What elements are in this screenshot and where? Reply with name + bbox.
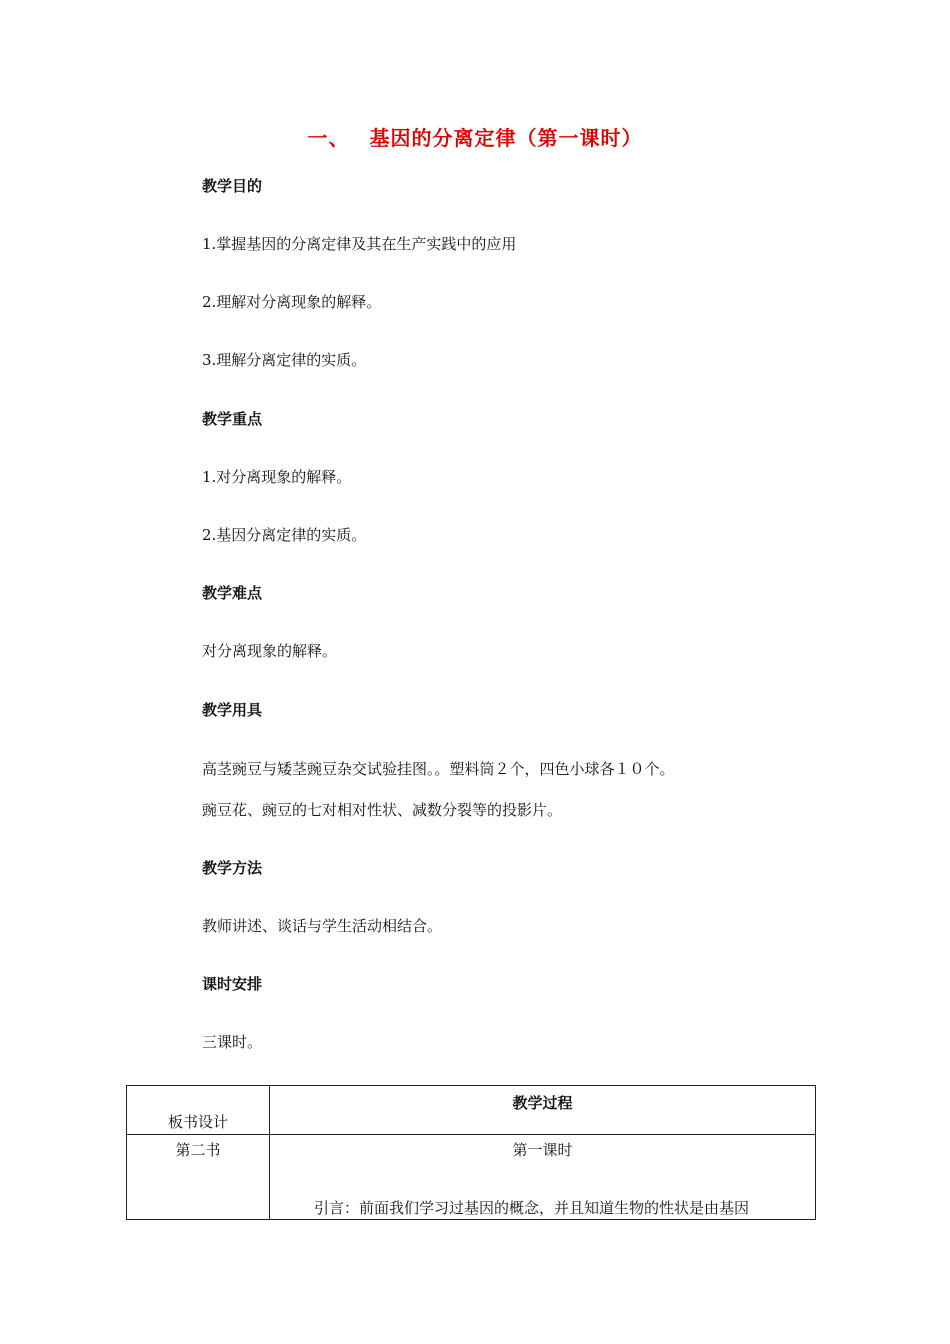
lesson-title: 第一课时 [512, 1141, 573, 1159]
objective-item: 2.理解对分离现象的解释。 [202, 293, 382, 311]
objective-item: 3.理解分离定律的实质。 [202, 351, 367, 369]
header-board-label: 板书设计 [167, 1113, 228, 1131]
methods-heading: 教学方法 [202, 859, 263, 877]
header-cell-process [270, 1086, 816, 1135]
title-text: 基因的分离定律（第一课时） [369, 126, 643, 150]
process-cell [270, 1135, 816, 1220]
key-point-item: 1.对分离现象的解释。 [202, 468, 352, 486]
method-item: 教师讲述、谈话与学生活动相结合。 [202, 917, 443, 935]
tools-heading: 教学用具 [202, 701, 263, 719]
lesson-intro: 引言：前面我们学习过基因的概念，并且知道生物的性状是由基因 [314, 1199, 750, 1217]
table-row [127, 1135, 816, 1220]
schedule-item: 三课时。 [202, 1033, 263, 1051]
title-number: 一、 [307, 126, 350, 150]
header-cell-board [127, 1086, 270, 1135]
key-points-heading: 教学重点 [202, 410, 263, 428]
board-text: 第二书 [175, 1141, 221, 1159]
tool-item: 豌豆花、豌豆的七对相对性状、减数分裂等的投影片。 [202, 801, 563, 819]
key-point-item: 2.基因分离定律的实质。 [202, 526, 367, 544]
schedule-heading: 课时安排 [202, 975, 263, 993]
board-cell [127, 1135, 270, 1220]
document-title [0, 122, 950, 151]
objective-item: 1.掌握基因的分离定律及其在生产实践中的应用 [202, 235, 517, 253]
header-process-label: 教学过程 [512, 1094, 573, 1112]
objectives-heading: 教学目的 [202, 177, 263, 195]
difficulty-item: 对分离现象的解释。 [202, 642, 338, 660]
difficulties-heading: 教学难点 [202, 584, 263, 602]
tool-item: 高茎豌豆与矮茎豌豆杂交试验挂图。。塑料筒２个，四色小球各１０个。 [202, 760, 675, 778]
table-header-row [127, 1086, 816, 1135]
lesson-plan-table [126, 1085, 816, 1220]
